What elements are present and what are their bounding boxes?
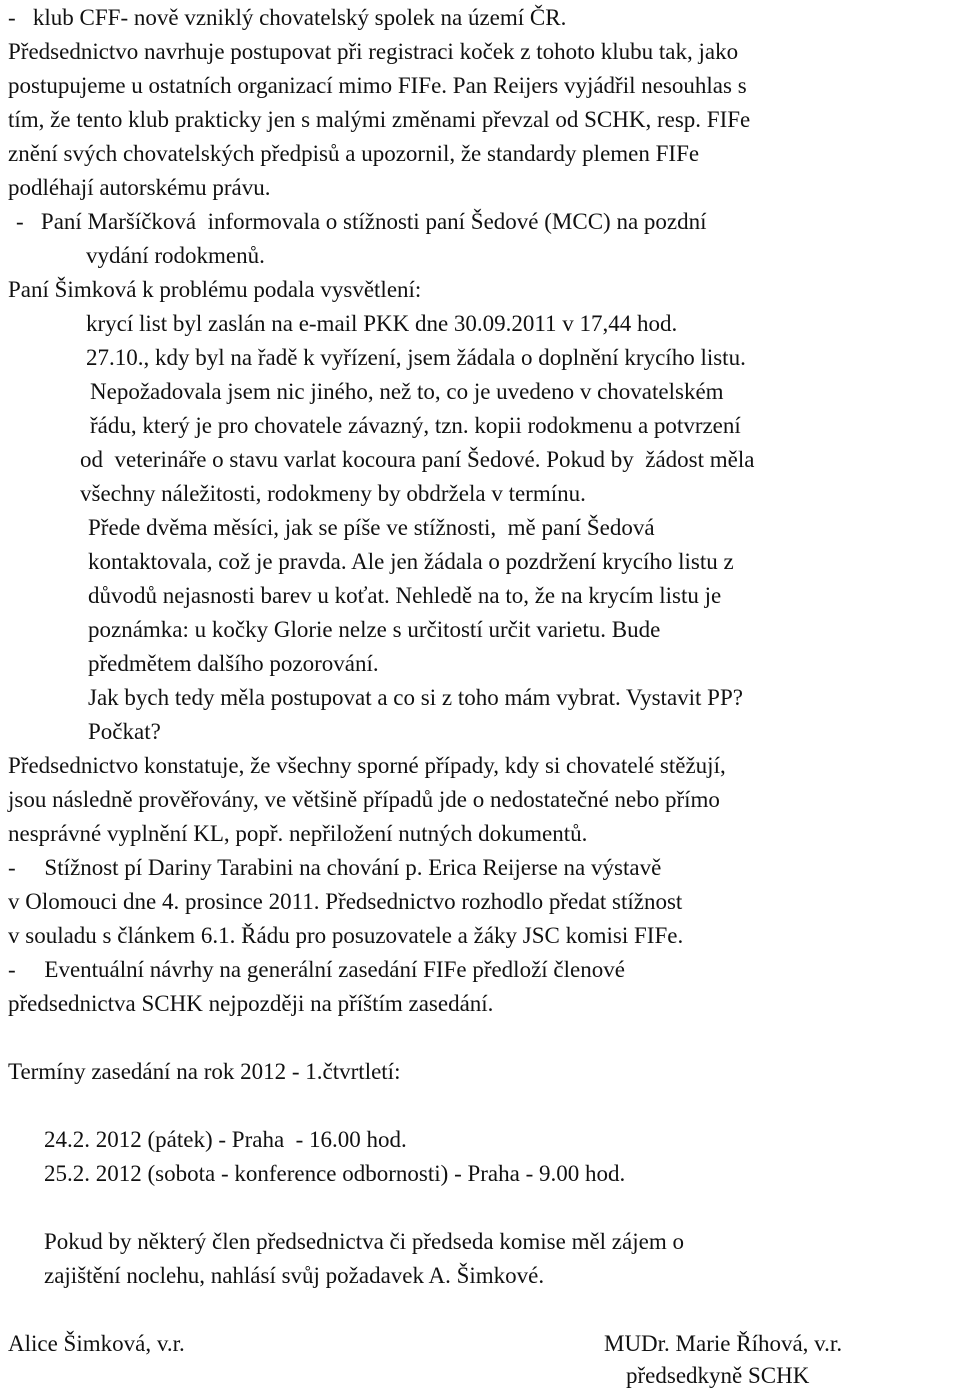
text-line: Počkat? xyxy=(88,719,161,744)
text-line: jsou následně prověřovány, ve většině případů jde o nedostatečné nebo přímo xyxy=(8,787,720,812)
text-line: Jak bych tedy měla postupovat a co si z toho mám vybrat. Vystavit PP? xyxy=(88,685,743,710)
text-line: všechny náležitosti, rodokmeny by obdržela v termínu. xyxy=(80,481,586,506)
text-line: vydání rodokmenů. xyxy=(86,243,265,268)
text-line: řádu, který je pro chovatele závazný, tzn. kopii rodokmenu a potvrzení xyxy=(90,413,741,438)
text-line: předsednictva SCHK nejpozději na příštím zasedání. xyxy=(8,991,494,1016)
text-line: v Olomouci dne 4. prosince 2011. Předsednictvo rozhodlo předat stížnost xyxy=(8,889,683,914)
signature-left-name: Alice Šimková, v.r. xyxy=(8,1331,185,1356)
section-heading: Termíny zasedání na rok 2012 - 1.čtvrtletí: xyxy=(8,1059,401,1084)
text-line: postupujeme u ostatních organizací mimo FIFe. Pan Reijers vyjádřil nesouhlas s xyxy=(8,73,747,98)
text-line: předmětem dalšího pozorování. xyxy=(88,651,379,676)
text-line: podléhají autorskému právu. xyxy=(8,175,271,200)
text-line: - Paní Maršíčková informovala o stížnosti paní Šedové (MCC) na pozdní xyxy=(16,209,707,234)
text-line: - Eventuální návrhy na generální zasedání FIFe předloží členové xyxy=(8,957,625,982)
text-line: Nepožadovala jsem nic jiného, než to, co je uvedeno v chovatelském xyxy=(90,379,724,404)
schedule-item: 24.2. 2012 (pátek) - Praha - 16.00 hod. xyxy=(44,1127,407,1152)
signature-right-title: předsedkyně SCHK xyxy=(626,1363,810,1388)
text-line: - Stížnost pí Dariny Tarabini na chování p. Erica Reijerse na výstavě xyxy=(8,855,662,880)
text-line: - klub CFF- nově vzniklý chovatelský spolek na území ČR. xyxy=(8,5,567,30)
text-line: Přede dvěma měsíci, jak se píše ve stížnosti, mě paní Šedová xyxy=(88,515,655,540)
text-line: tím, že tento klub prakticky jen s malými změnami převzal od SCHK, resp. FIFe xyxy=(8,107,751,132)
text-line: důvodů nejasnosti barev u koťat. Nehledě na to, že na krycím listu je xyxy=(88,583,722,608)
text-line: od veterináře o stavu varlat kocoura paní Šedové. Pokud by žádost měla xyxy=(80,447,755,472)
signature-right-name: MUDr. Marie Říhová, v.r. xyxy=(604,1331,843,1356)
text-line: krycí list byl zaslán na e-mail PKK dne 30.09.2011 v 17,44 hod. xyxy=(86,311,678,336)
text-line: zajištění noclehu, nahlásí svůj požadavek A. Šimkové. xyxy=(44,1263,545,1288)
text-line: kontaktovala, což je pravda. Ale jen žádala o pozdržení krycího listu z xyxy=(88,549,734,574)
text-line: v souladu s článkem 6.1. Řádu pro posuzovatele a žáky JSC komisi FIFe. xyxy=(8,923,684,948)
text-line: Pokud by některý člen předsednictva či předseda komise měl zájem o xyxy=(44,1229,684,1254)
text-line: znění svých chovatelských předpisů a upozornil, že standardy plemen FIFe xyxy=(8,141,700,166)
text-line: Paní Šimková k problému podala vysvětlení: xyxy=(8,277,422,302)
text-line: poznámka: u kočky Glorie nelze s určitostí určit varietu. Bude xyxy=(88,617,661,642)
text-line: nesprávné vyplnění KL, popř. nepřiložení nutných dokumentů. xyxy=(8,821,588,846)
schedule-item: 25.2. 2012 (sobota - konference odbornosti) - Praha - 9.00 hod. xyxy=(44,1161,626,1186)
text-line: Předsednictvo navrhuje postupovat při registraci koček z tohoto klubu tak, jako xyxy=(8,39,739,64)
text-line: 27.10., kdy byl na řadě k vyřízení, jsem žádala o doplnění krycího listu. xyxy=(86,345,746,370)
text-line: Předsednictvo konstatuje, že všechny sporné případy, kdy si chovatelé stěžují, xyxy=(8,753,726,778)
